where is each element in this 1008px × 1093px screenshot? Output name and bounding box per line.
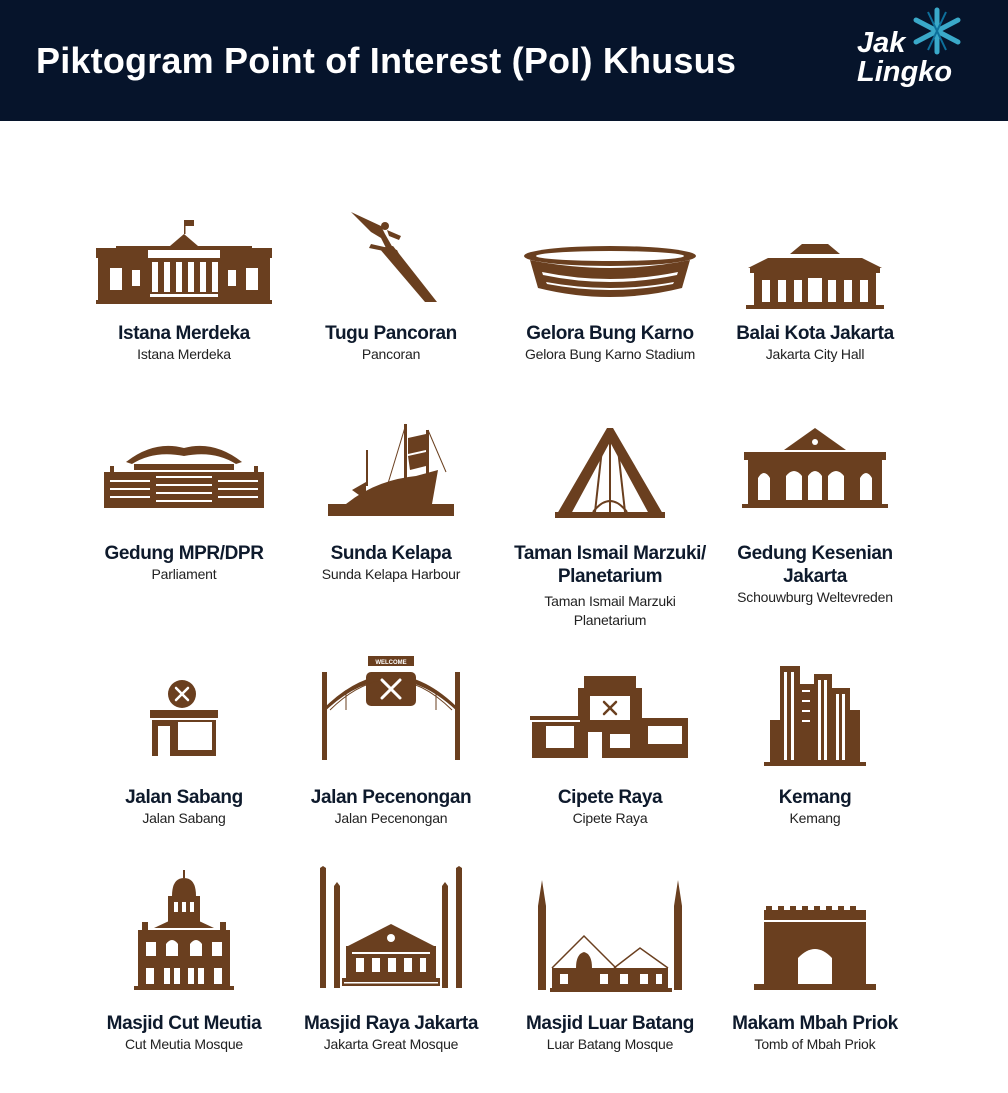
jaklingko-logo <box>852 6 972 92</box>
poi-name: Gedung Kesenian Jakarta <box>737 543 893 587</box>
poi-cipete-raya <box>505 660 715 830</box>
poi-subtitle: Taman Ismail Marzuki Planetarium <box>544 593 676 628</box>
city-hall-icon <box>740 210 890 310</box>
mosque-raya-icon <box>316 866 466 990</box>
skyscrapers-icon <box>760 660 870 766</box>
poi-subtitle: Jalan Pecenongan <box>334 810 448 826</box>
poi-subtitle: Istana Merdeka <box>137 346 231 362</box>
food-gate-icon <box>316 650 466 760</box>
poi-subtitle: Sunda Kelapa Harbour <box>321 566 461 582</box>
poi-kemang <box>710 660 920 830</box>
poi-balai-kota-jakarta <box>710 210 920 365</box>
poi-istana-merdeka <box>79 210 289 365</box>
poi-subtitle: Gelora Bung Karno Stadium <box>524 346 696 362</box>
page-title: Piktogram Point of Interest (PoI) Khusus <box>36 40 737 81</box>
food-stall-icon <box>144 660 224 760</box>
poi-masjid-cut-meutia <box>79 870 289 1060</box>
stadium-icon <box>522 210 698 310</box>
poi-name: Jalan Sabang <box>125 787 243 808</box>
poi-masjid-raya-jakarta <box>286 866 496 1060</box>
jaklingko-star-icon <box>908 6 966 56</box>
palace-icon <box>96 210 272 310</box>
poi-name: Kemang <box>778 787 852 808</box>
poi-name: Makam Mbah Priok <box>732 1013 898 1034</box>
poi-masjid-luar-batang <box>505 876 715 1060</box>
poi-name: Jalan Pecenongan <box>310 787 472 808</box>
poi-sunda-kelapa <box>286 420 496 590</box>
poi-taman-ismail-marzuki <box>505 420 715 640</box>
poi-subtitle: Tomb of Mbah Priok <box>754 1036 876 1052</box>
poi-tugu-pancoran <box>286 210 496 365</box>
poi-subtitle: Cut Meutia Mosque <box>125 1036 243 1052</box>
parliament-icon <box>104 420 264 520</box>
mosque-luar-batang-icon <box>520 876 700 992</box>
theater-icon <box>740 420 890 520</box>
poi-name: Tugu Pancoran <box>325 323 457 344</box>
poi-jalan-sabang <box>79 660 289 830</box>
poi-subtitle: Luar Batang Mosque <box>546 1036 674 1052</box>
poi-makam-mbah-priok <box>710 900 920 1060</box>
logo-line1: Jak <box>857 27 906 59</box>
poi-name: Istana Merdeka <box>118 323 250 344</box>
poi-name: Masjid Cut Meutia <box>106 1013 262 1034</box>
mosque-cut-meutia-icon <box>134 870 234 994</box>
poi-name: Balai Kota Jakarta <box>736 323 894 344</box>
poi-jalan-pecenongan <box>286 650 496 830</box>
poi-name: Cipete Raya <box>557 787 663 808</box>
planetarium-icon <box>555 420 665 520</box>
shops-icon <box>528 660 692 760</box>
ship-icon <box>326 420 456 520</box>
poi-name: Masjid Raya Jakarta <box>303 1013 479 1034</box>
tomb-gate-icon <box>750 900 880 990</box>
poi-gedung-kesenian-jakarta <box>710 420 920 610</box>
poi-gelora-bung-karno <box>505 210 715 365</box>
poi-name: Sunda Kelapa <box>330 543 452 564</box>
poi-subtitle: Schouwburg Weltevreden <box>737 589 893 605</box>
poi-name: Taman Ismail Marzuki/ Planetarium <box>514 543 706 587</box>
poi-name: Gelora Bung Karno <box>526 323 694 344</box>
header-bar <box>0 0 1008 121</box>
poi-subtitle: Parliament <box>151 566 217 582</box>
poi-subtitle: Pancoran <box>361 346 421 362</box>
poi-name: Masjid Luar Batang <box>525 1013 695 1034</box>
poi-gedung-mpr-dpr <box>79 420 289 590</box>
poi-subtitle: Jalan Sabang <box>142 810 226 826</box>
poi-subtitle: Cipete Raya <box>572 810 648 826</box>
logo-line2: Lingko <box>857 56 953 88</box>
poi-subtitle: Kemang <box>789 810 841 826</box>
poi-subtitle: Jakarta City Hall <box>765 346 865 362</box>
gate-sign-text: WELCOME <box>375 660 407 666</box>
statue-icon <box>341 210 441 310</box>
poi-name: Gedung MPR/DPR <box>104 543 264 564</box>
poi-subtitle: Jakarta Great Mosque <box>323 1036 459 1052</box>
